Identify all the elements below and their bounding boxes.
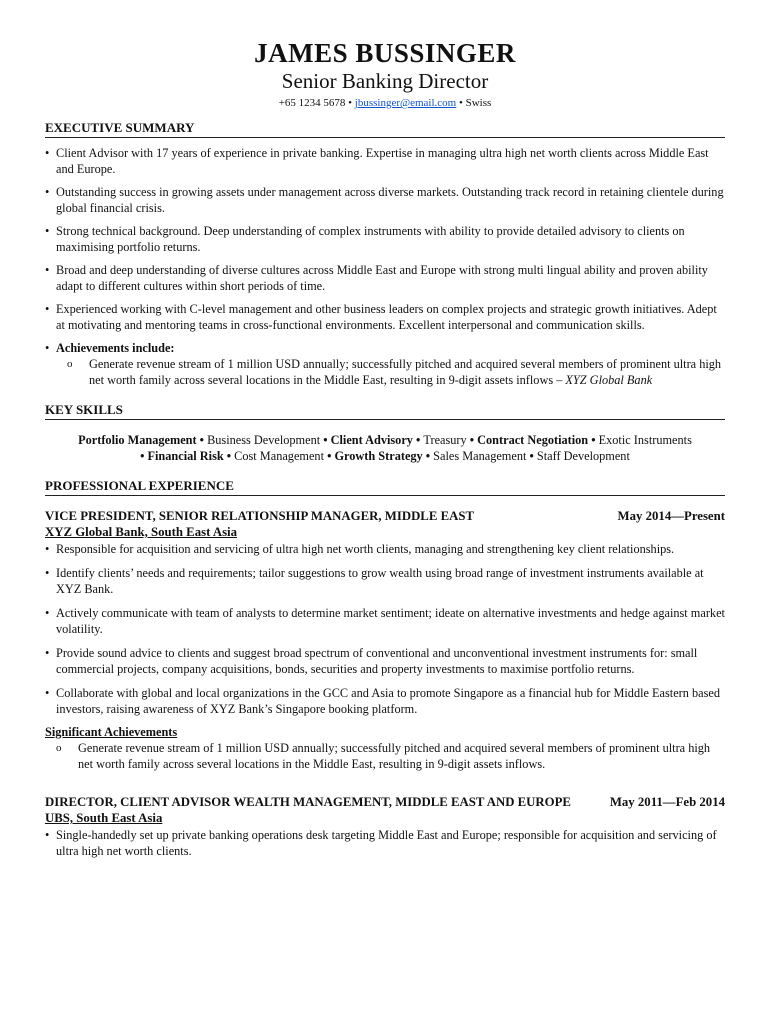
job-dates: May 2011—Feb 2014 — [609, 795, 725, 809]
skill-separator: • — [140, 449, 148, 463]
skill-separator: • — [320, 433, 331, 447]
summary-bullet: • Outstanding success in growing assets under management across diverse markets. Outstanding track record in retaining clientele during global financial crisis. — [45, 184, 725, 216]
skill-item: Portfolio Management — [78, 433, 197, 447]
job-duty: • Single-handedly set up private banking operations desk targeting Middle East and Europe; responsible for acquisition and servicing of ultra high net worth clients. — [45, 827, 725, 859]
skill-separator: • — [526, 449, 537, 463]
skill-item: Sales Management — [433, 449, 527, 463]
job-role: VICE PRESIDENT, SENIOR RELATIONSHIP MANAGER, MIDDLE EAST — [45, 509, 475, 523]
summary-bullet: • Client Advisor with 17 years of experience in private banking. Expertise in managing ultra high net worth clients across Middle East and Europe. — [45, 145, 725, 177]
job-entry — [45, 794, 725, 859]
job-role: DIRECTOR, CLIENT ADVISOR WEALTH MANAGEMENT, MIDDLE EAST AND EUROPE — [45, 795, 571, 809]
job-duty: • Identify clients’ needs and requirements; tailor suggestions to grow wealth using broad range of investment instruments available at XYZ Bank. — [45, 565, 725, 597]
job-company: UBS, South East Asia — [45, 811, 163, 825]
summary-achievements — [45, 340, 725, 388]
skill-item: Contract Negotiation — [477, 433, 589, 447]
job-duty: • Collaborate with global and local organizations in the GCC and Asia to promote Singapore as a financial hub for Middle Eastern based investors, raising awareness of XYZ Bank’s Singapore booking platform. — [45, 685, 725, 717]
job-entry — [45, 508, 725, 772]
skill-separator: • — [466, 433, 478, 447]
job-duties-list — [45, 827, 725, 859]
skill-item: Financial Risk — [147, 449, 224, 463]
skill-separator: • — [412, 433, 424, 447]
summary-bullet: • Strong technical background. Deep understanding of complex instruments with ability to provide detailed advisory to clients on maximising portfolio returns. — [45, 223, 725, 255]
summary-bullet: • Broad and deep understanding of diverse cultures across Middle East and Europe with strong multi lingual ability and proven ability adapt to different cultures within short periods of time. — [45, 262, 725, 294]
skill-separator: • — [223, 449, 235, 463]
job-duties-list — [45, 541, 725, 717]
skill-item: Business Development — [207, 433, 321, 447]
job-duty: • Provide sound advice to clients and suggest broad spectrum of conventional and unconventional investment instruments for: small commercial projects, company acquisitions, bonds, securities and property investments to maximise portfolio returns. — [45, 645, 725, 677]
section-heading-executive-summary: EXECUTIVE SUMMARY — [45, 120, 725, 138]
significant-achievements-list — [45, 740, 725, 772]
skill-separator: • — [588, 433, 599, 447]
skill-item: Client Advisory — [330, 433, 413, 447]
skill-separator: • — [324, 449, 335, 463]
significant-achievement-item: o Generate revenue stream of 1 million USD annually; successfully pitched and acquired several members of prominent ultra high net worth family across several locations in the Middle East, resulting in 9-digit assets inflows. — [45, 740, 725, 772]
skill-item: Growth Strategy — [334, 449, 423, 463]
skill-item: Exotic Instruments — [598, 433, 692, 447]
email-link[interactable]: jbussinger@email.com — [354, 97, 457, 109]
job-header — [45, 508, 725, 524]
skill-item: Staff Development — [536, 449, 630, 463]
job-duty: • Actively communicate with team of analysts to determine market sentiment; ideate on alternative investments and hedge against market volatility. — [45, 605, 725, 637]
skill-item: Cost Management — [234, 449, 324, 463]
contact-line — [45, 96, 725, 110]
candidate-name: JAMES BUSSINGER — [254, 38, 516, 68]
achievement-source: XYZ Global Bank — [565, 373, 653, 387]
phone-number: +65 1234 5678 — [278, 97, 346, 109]
section-heading-professional-experience: PROFESSIONAL EXPERIENCE — [45, 478, 725, 496]
resume-page — [45, 38, 725, 859]
job-company: XYZ Global Bank, South East Asia — [45, 525, 238, 539]
summary-bullet: • Experienced working with C-level management and other business leaders on complex projects and strategic growth initiatives. Adept at motivating and mentoring teams in cross-functional environments. Excellent interpersonal and communication skills. — [45, 301, 725, 333]
section-heading-key-skills: KEY SKILLS — [45, 402, 725, 420]
achievement-item — [56, 356, 725, 388]
achievements-list — [56, 356, 725, 388]
separator: • — [348, 97, 355, 109]
nationality: Swiss — [465, 97, 492, 109]
summary-list — [45, 145, 725, 388]
job-duty: • Responsible for acquisition and servicing of ultra high net worth clients, managing and strengthening key client relationships. — [45, 541, 725, 557]
candidate-title: Senior Banking Director — [281, 69, 489, 93]
achievements-label: Achievements include: — [56, 341, 175, 355]
skill-separator: • — [196, 433, 208, 447]
job-header — [45, 794, 725, 810]
skill-item: Treasury — [423, 433, 467, 447]
skills-line — [45, 432, 725, 464]
job-dates: May 2014—Present — [617, 509, 725, 523]
separator: • — [459, 97, 466, 109]
achievement-text: Generate revenue stream of 1 million USD annually; successfully pitched and acquired several members of prominent ultra high net worth family across several locations in the Middle East, resulting in 9-digit assets inflows – — [89, 357, 722, 387]
skill-separator: • — [422, 449, 434, 463]
significant-achievements-label: Significant Achievements — [45, 725, 178, 739]
